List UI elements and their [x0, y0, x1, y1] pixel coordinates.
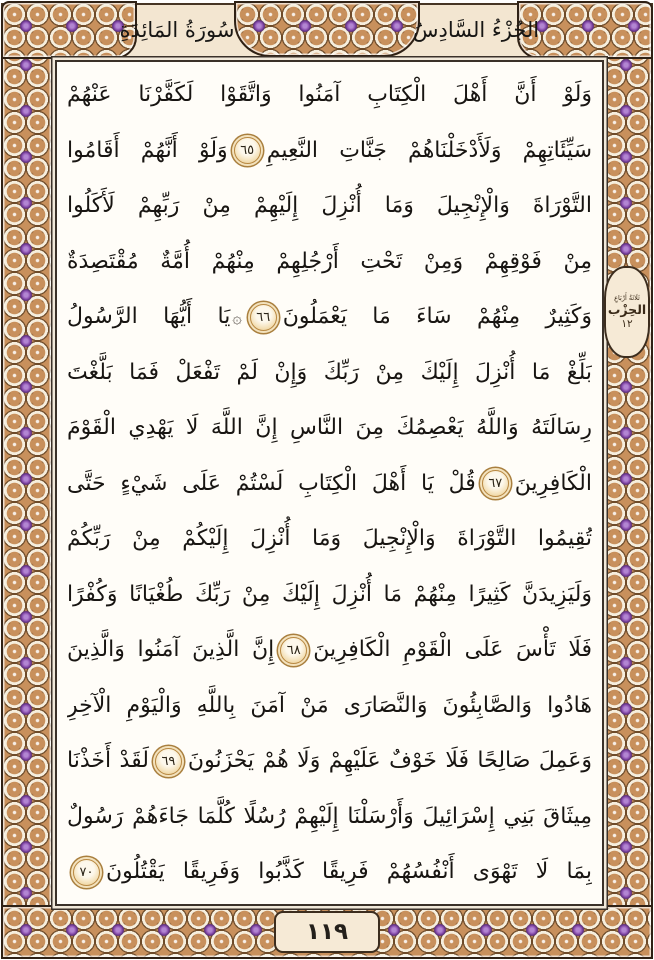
juz-title: الجُزْءُ السَّادِسُ — [412, 18, 540, 42]
verse-number-medallion: ٦٩ — [155, 748, 182, 775]
ayah-text: فَلَا تَأْسَ عَلَى الْقَوْمِ الْكَافِرِينَ — [313, 637, 592, 662]
page-number: ١١٩ — [305, 919, 349, 945]
verse-number-medallion: ٦٥ — [234, 137, 261, 164]
border-ornament-left — [1, 40, 53, 922]
verse-number-medallion: ٦٧ — [482, 470, 509, 497]
ayah-text: بِمَا لَا تَهْوَى أَنْفُسُهُمْ فَرِيقًا كَذَّبُوا وَفَرِيقًا يَقْتُلُونَ — [106, 859, 592, 884]
ayah-text: إِنَّ الَّذِينَ آمَنُوا وَالَّذِينَ — [67, 637, 275, 662]
quran-line — [67, 400, 592, 455]
rub-el-hizb-icon: ۞ — [232, 307, 242, 327]
quran-line — [67, 67, 592, 122]
quran-line — [67, 234, 592, 289]
ayah-text: مِنْ فَوْقِهِمْ وَمِنْ تَحْتِ أَرْجُلِهِمْ مِنْهُمْ أُمَّةٌ مُقْتَصِدَةٌ — [67, 248, 592, 274]
verse-number-medallion: ٧٠ — [73, 859, 100, 886]
quran-line — [67, 678, 592, 733]
hizb-number: ١٢ — [621, 318, 633, 330]
border-ornament-right — [601, 40, 653, 922]
text-area-frame — [55, 60, 604, 906]
quran-line — [67, 789, 592, 844]
ayah-text: تُقِيمُوا التَّوْرَاةَ وَالْإِنْجِيلَ وَمَا أُنْزِلَ إِلَيْكُمْ مِنْ رَبِّكُمْ — [67, 526, 592, 551]
ayah-text: بَلِّغْ مَا أُنْزِلَ إِلَيْكَ مِنْ رَبِّكَ وَإِنْ لَمْ تَفْعَلْ فَمَا بَلَّغْتَ — [67, 359, 592, 385]
quran-line — [67, 345, 592, 400]
ayah-text: رِسَالَتَهُ وَاللَّهُ يَعْصِمُكَ مِنَ النَّاسِ إِنَّ اللَّهَ لَا يَهْدِي الْقَوْمَ — [67, 415, 592, 440]
quran-line — [67, 844, 592, 899]
quran-line — [67, 178, 592, 233]
verse-number-medallion: ٦٨ — [280, 637, 307, 664]
ayah-text: قُلْ يَا أَهْلَ الْكِتَابِ لَسْتُمْ عَلَى شَيْءٍ حَتَّى — [67, 470, 476, 496]
surah-title: سُورَةُ المَائِدَةِ — [119, 18, 235, 42]
quran-line — [67, 511, 592, 566]
quran-line — [67, 733, 592, 788]
ayah-text: يَا أَيُّهَا الرَّسُولُ — [67, 304, 231, 329]
ayah-text: سَيِّئَاتِهِمْ وَلَأَدْخَلْنَاهُمْ جَنَّاتِ النَّعِيمِ — [266, 137, 592, 163]
ayah-text: لَقَدْ أَخَذْنَا — [67, 748, 149, 773]
ayah-text: وَكَثِيرٌ مِنْهُمْ سَاءَ مَا يَعْمَلُونَ — [282, 304, 592, 329]
ayah-text: التَّوْرَاةَ وَالْإِنْجِيلَ وَمَا أُنْزِلَ إِلَيْهِمْ مِنْ رَبِّهِمْ لَأَكَلُوا — [67, 193, 592, 218]
hizb-marker — [604, 266, 650, 358]
ayah-text: مِيثَاقَ بَنِي إِسْرَائِيلَ وَأَرْسَلْنَا إِلَيْهِمْ رُسُلًا كُلَّمَا جَاءَهُمْ رَسُولٌ — [67, 803, 592, 829]
verse-number-medallion: ٦٦ — [250, 304, 277, 331]
ayah-text: هَادُوا وَالصَّابِئُونَ وَالنَّصَارَى مَنْ آمَنَ بِاللَّهِ وَالْيَوْمِ الْآخِرِ — [67, 692, 592, 718]
quran-line — [67, 622, 592, 677]
quran-line — [67, 123, 592, 178]
ayah-text: وَلَيَزِيدَنَّ كَثِيرًا مِنْهُمْ مَا أُنْزِلَ إِلَيْكَ مِنْ رَبِّكَ طُغْيَانًا وَكُفْرًا — [67, 581, 592, 607]
quran-lines — [67, 67, 592, 899]
page-number-cartouche — [274, 911, 380, 953]
quran-line — [67, 289, 592, 344]
ayah-text: وَلَوْ أَنَّهُمْ أَقَامُوا — [67, 137, 228, 163]
ayah-text: وَعَمِلَ صَالِحًا فَلَا خَوْفٌ عَلَيْهِمْ وَلَا هُمْ يَحْزَنُونَ — [187, 748, 592, 773]
ayah-text: وَلَوْ أَنَّ أَهْلَ الْكِتَابِ آمَنُوا وَاتَّقَوْا لَكَفَّرْنَا عَنْهُمْ — [67, 82, 592, 107]
hizb-word-label: الحِزْب — [607, 302, 647, 317]
quran-line — [67, 567, 592, 622]
ayah-text: الْكَافِرِينَ — [514, 470, 592, 496]
hizb-fraction-label: ثَلَاثَةُ أَرْبَاعِ — [614, 294, 640, 302]
quran-line — [67, 456, 592, 511]
